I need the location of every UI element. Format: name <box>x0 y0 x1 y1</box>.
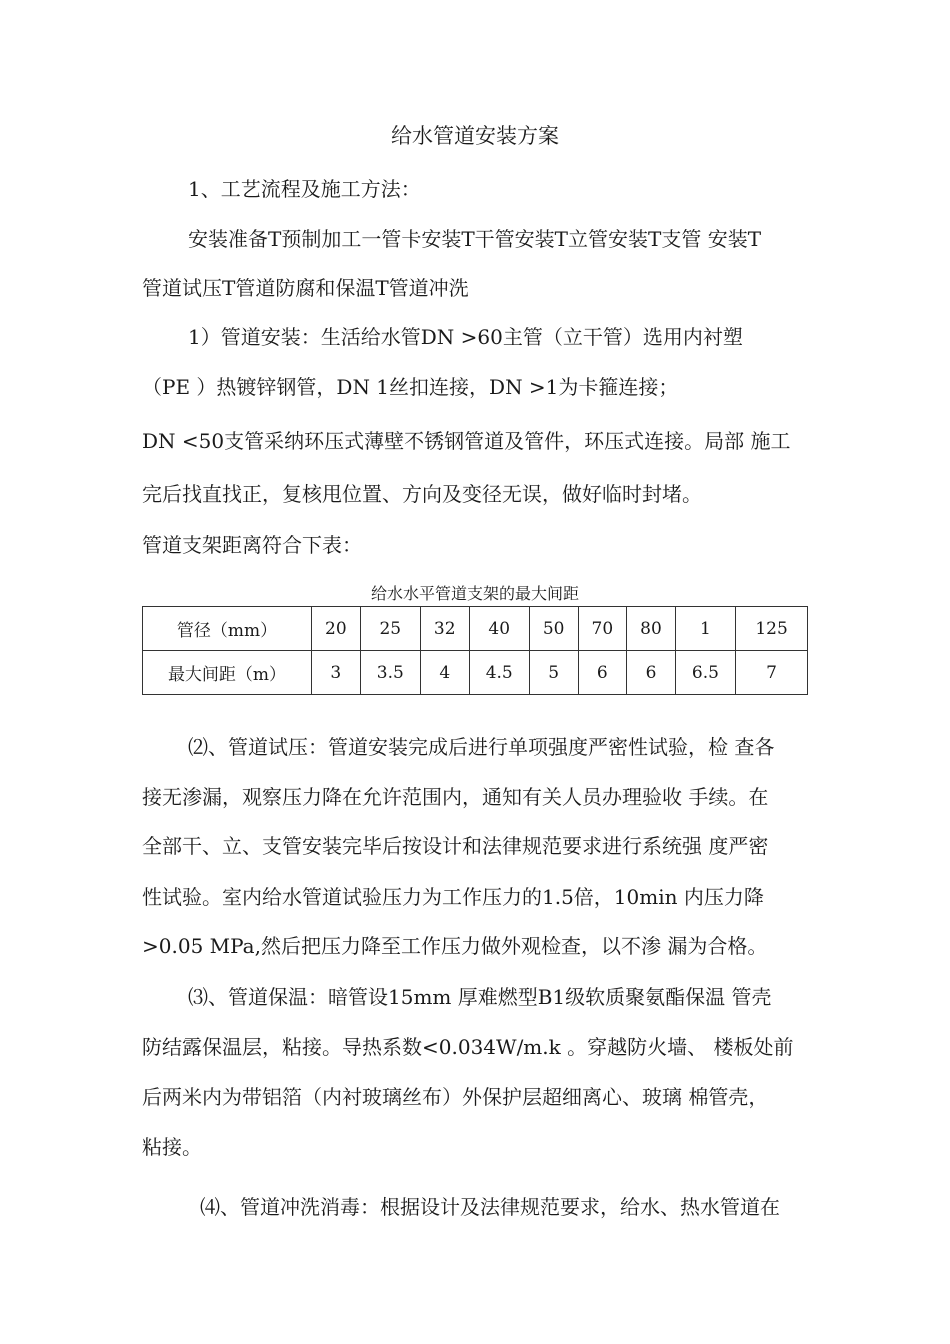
table-cell: 4.5 <box>469 651 529 695</box>
paragraph-line: 安装准备T预制加工一管卡安装T干管安装T立管安装T支管 安装T <box>188 227 762 251</box>
table-cell: 6.5 <box>675 651 735 695</box>
paragraph-line: 防结露保温层，粘接。导热系数<0.034W/m.k 。穿越防火墙、 楼板处前 <box>142 1035 794 1059</box>
paragraph-line: 管道试压T管道防腐和保温T管道冲洗 <box>142 276 469 300</box>
paragraph-line: 性试验。室内给水管道试验压力为工作压力的1.5倍，10min 内压力降 <box>142 885 764 909</box>
table-cell: 3 <box>312 651 361 695</box>
table-row <box>143 607 808 651</box>
section-heading: 1、工艺流程及施工方法： <box>188 177 421 201</box>
paragraph-line: ⑵、管道试压：管道安装完成后进行单项强度严密性试验，检 查各 <box>188 735 775 759</box>
table-cell: 125 <box>736 607 808 651</box>
table-cell: 5 <box>529 651 578 695</box>
paragraph-line: 1）管道安装：生活给水管DN >60主管（立干管）选用内衬塑 <box>188 325 743 349</box>
table-cell: 7 <box>736 651 808 695</box>
paragraph-line: ⑷、管道冲洗消毒：根据设计及法律规范要求，给水、热水管道在 <box>200 1195 780 1219</box>
paragraph-line: >0.05 MPa,然后把压力降至工作压力做外观检查，以不渗 漏为合格。 <box>142 934 768 958</box>
table-cell: 6 <box>627 651 676 695</box>
table-cell: 6 <box>578 651 627 695</box>
table-cell: 20 <box>312 607 361 651</box>
paragraph-line: 粘接。 <box>142 1135 202 1159</box>
table-cell: 3.5 <box>360 651 420 695</box>
paragraph-line: 后两米内为带铝箔（内衬玻璃丝布）外保护层超细离心、玻璃 棉管壳， <box>142 1085 769 1109</box>
paragraph-line: （PE ）热镀锌钢管，DN 1丝扣连接，DN >1为卡箍连接； <box>142 375 679 399</box>
row-header-max-spacing: 最大间距（m） <box>143 651 312 695</box>
table-cell: 40 <box>469 607 529 651</box>
paragraph-line: 完后找直找正，复核甩位置、方向及变径无误，做好临时封堵。 <box>142 482 702 506</box>
paragraph-line: ⑶、管道保温：暗管设15mm 厚难燃型B1级软质聚氨酯保温 管壳 <box>188 985 772 1009</box>
table-cell: 25 <box>360 607 420 651</box>
table-cell: 80 <box>627 607 676 651</box>
table-caption: 给水水平管道支架的最大间距 <box>370 584 579 603</box>
table-cell: 1 <box>675 607 735 651</box>
paragraph-line: 全部干、立、支管安装完毕后按设计和法律规范要求进行系统强 度严密 <box>142 834 769 858</box>
paragraph-line: DN <50支管采纳环压式薄壁不锈钢管道及管件，环压式连接。局部 施工 <box>142 429 791 453</box>
support-spacing-table <box>142 606 808 695</box>
paragraph-line: 管道支架距离符合下表： <box>142 533 362 557</box>
table-row <box>143 651 808 695</box>
table-cell: 50 <box>529 607 578 651</box>
document-title: 给水管道安装方案 <box>391 124 559 148</box>
table-cell: 70 <box>578 607 627 651</box>
table-cell: 32 <box>420 607 469 651</box>
table-cell: 4 <box>420 651 469 695</box>
paragraph-line: 接无渗漏，观察压力降在允许范围内，通知有关人员办理验收 手续。在 <box>142 785 769 809</box>
row-header-pipe-diameter: 管径（mm） <box>143 607 312 651</box>
